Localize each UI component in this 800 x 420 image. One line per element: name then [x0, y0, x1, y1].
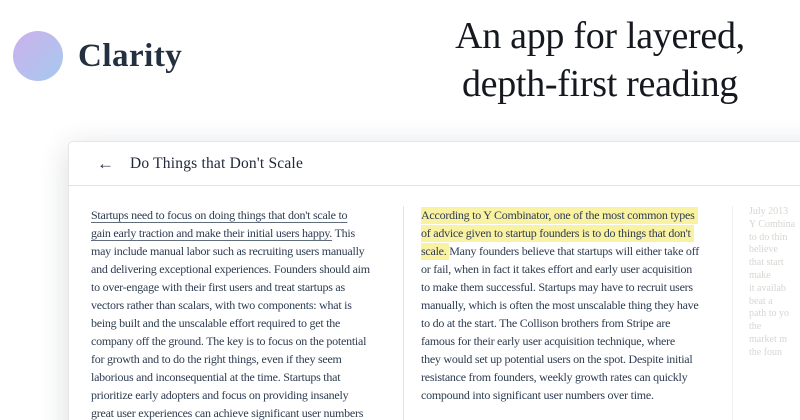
text-line: [91, 368, 386, 386]
text-line: [749, 206, 800, 219]
body-text: great user experiences can achieve significant user numbers: [91, 406, 364, 420]
highlighted-text[interactable]: According to Y Combinator, one of the most common types: [421, 207, 698, 224]
text-line: [421, 368, 716, 386]
text-line: [421, 296, 716, 314]
body-text: the: [749, 321, 762, 333]
text-line: [749, 244, 800, 257]
text-line: [749, 296, 800, 309]
text-line: [91, 242, 386, 260]
text-line: [421, 260, 716, 278]
text-line: [749, 308, 800, 321]
body-text: manually, which is often the most unscalable thing they have: [421, 298, 699, 312]
body-text: compound into significant user numbers over time.: [421, 388, 654, 402]
reader-card: [68, 141, 800, 420]
body-text: make: [749, 269, 771, 281]
body-text: to do thin: [749, 231, 788, 243]
body-text: prioritize early adopters and focus on providing insanely: [91, 388, 349, 402]
column-divider: [732, 206, 733, 420]
brand-wordmark: Clarity: [78, 37, 183, 74]
text-line: [91, 404, 386, 420]
text-line: [91, 350, 386, 368]
back-arrow-icon[interactable]: ←: [97, 154, 114, 173]
body-text: may include manual labor such as recruiting users manually: [91, 244, 365, 258]
text-line: [91, 296, 386, 314]
text-line: [421, 386, 716, 404]
reading-columns: [69, 186, 800, 420]
underlined-link-text[interactable]: Startups need to focus on doing things that don't scale to: [91, 208, 348, 222]
clarity-logo-icon: [13, 31, 63, 81]
text-line: [749, 219, 800, 232]
text-line: [421, 224, 716, 242]
brand: [13, 31, 182, 81]
text-line: [421, 278, 716, 296]
body-text: for growth and to do the right things, even if they seem: [91, 352, 342, 366]
hero-headline: [400, 12, 800, 108]
underlined-link-text[interactable]: gain early traction and make their initial users happy.: [91, 226, 333, 240]
hero-headline-line1: An app for layered,: [455, 15, 745, 57]
body-text: or fail, when in fact it takes effort and early user acquisition: [421, 262, 693, 276]
text-line: [91, 314, 386, 332]
text-line: [91, 206, 386, 224]
text-line: [91, 332, 386, 350]
text-line: [749, 232, 800, 245]
body-text: company off the ground. The key is to focus on the potential: [91, 334, 367, 348]
text-line: [421, 206, 716, 224]
text-line: [749, 283, 800, 296]
body-text: Y Combina: [749, 218, 796, 230]
text-line: [91, 278, 386, 296]
body-text: to make them successful. Startups may have to recruit users: [421, 280, 693, 294]
body-text: beat a: [749, 295, 773, 307]
summary-column-level-2: [421, 206, 716, 420]
text-line: [421, 350, 716, 368]
article-title: Do Things that Don't Scale: [130, 154, 304, 172]
body-text: Many founders believe that startups will either take off: [446, 244, 699, 258]
text-line: [421, 242, 716, 260]
text-line: [749, 334, 800, 347]
source-column-faded: [749, 206, 800, 420]
text-line: [91, 386, 386, 404]
text-line: [749, 257, 800, 270]
body-text: believe: [749, 244, 778, 256]
body-text: famous for their early user acquisition technique, where: [421, 334, 675, 348]
body-text: laborious and inconsequential at the time. Startups that: [91, 370, 341, 384]
text-line: [749, 347, 800, 360]
body-text: path to yo: [749, 308, 789, 320]
body-text: resistance from founders, weekly growth rates can quickly: [421, 370, 688, 384]
text-line: [749, 321, 800, 334]
body-text: This: [332, 226, 355, 240]
body-text: that start: [749, 257, 784, 269]
body-text: to do at the start. The Collison brothers from Stripe are: [421, 316, 671, 330]
body-text: they would set up potential users on the spot. Despite initial: [421, 352, 693, 366]
highlighted-text[interactable]: of advice given to startup founders is to do things that don't: [421, 225, 694, 242]
body-text: July 2013: [749, 206, 789, 217]
body-text: being built and the unscalable effort required to get the: [91, 316, 341, 330]
text-line: [749, 270, 800, 283]
text-line: [421, 332, 716, 350]
column-divider: [403, 206, 404, 420]
body-text: to over-engage with their first users and treat startups as: [91, 280, 345, 294]
body-text: the foun: [749, 346, 783, 358]
hero-headline-line2: depth-first reading: [461, 63, 739, 105]
summary-column-level-1: [91, 206, 386, 420]
highlighted-text[interactable]: scale.: [421, 243, 449, 260]
body-text: vectors rather than scalars, with two components: what is: [91, 298, 352, 312]
body-text: it availab: [749, 282, 786, 294]
text-line: [91, 224, 386, 242]
text-line: [421, 314, 716, 332]
text-line: [91, 260, 386, 278]
body-text: market m: [749, 333, 788, 345]
body-text: and delivering exceptional experiences. Founders should aim: [91, 262, 370, 276]
reader-header: [69, 142, 800, 186]
